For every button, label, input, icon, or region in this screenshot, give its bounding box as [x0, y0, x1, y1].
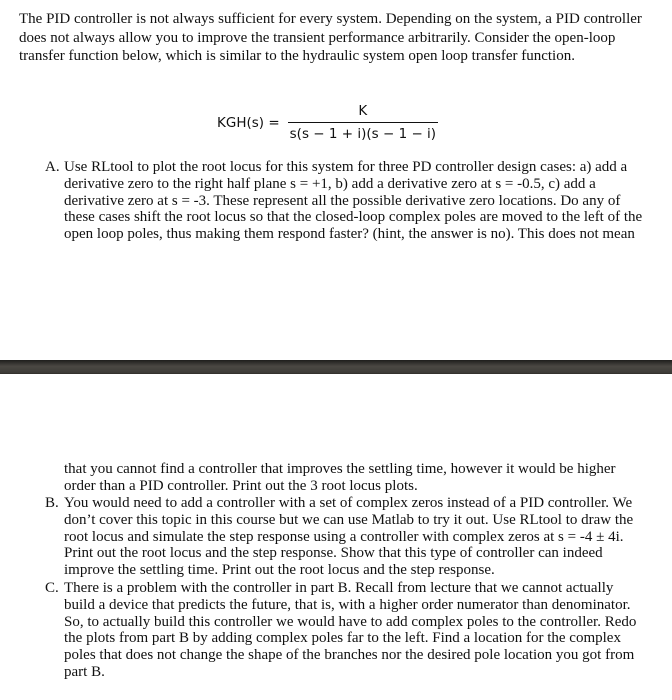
- transfer-function-equation: [217, 103, 438, 142]
- list-text: There is a problem with the controller in part B. Recall from lecture that we cannot actually build a device that predicts the future, that is, with a higher order numerator than denominator. So, to actually build this controller we would have to add complex poles to the controller. Redo the plots from part B by adding complex poles far to the left. Find a location for the complex poles that does not change the shape of the branches nor the desired pole location you got from part B.: [64, 580, 637, 680]
- equation-lhs: KGH(s) =: [217, 114, 280, 131]
- list-marker: A.: [45, 159, 60, 175]
- list-item-b: [45, 495, 645, 579]
- numerator: K: [358, 103, 368, 119]
- page-divider: [0, 360, 672, 374]
- list-item-a: [45, 159, 645, 243]
- list-marker: B.: [45, 495, 59, 511]
- denominator: s(s − 1 + i)(s − 1 − i): [288, 122, 438, 142]
- list-item-c: [45, 580, 645, 681]
- list-text: Use RLtool to plot the root locus for this system for three PD controller design cases: a) add a derivative zero to the right half plane s = +1, b) add a derivative zero at s = -0.5, c) add a derivative zero at s = -3. These represent all the possible derivative zero locations. Do any of these cases shift the root locus so that the closed-loop complex poles are moved to the left of the open loop poles, thus making them respond faster? (hint, the answer is no). This does not mean: [64, 159, 643, 243]
- list-marker: C.: [45, 580, 59, 596]
- list-item-a-continued: [45, 461, 645, 495]
- list-text: You would need to add a controller with a set of complex zeros instead of a PID controller. We don’t cover this topic in this course but we can use Matlab to try it out. Use RLtool to draw the root locus and simulate the step response using a controller with complex zeros at s = -4 ± 4i. Print out the root locus and the step response. Show that this type of controller can indeed improve the settling time. Print out the root locus and the step response.: [64, 495, 634, 579]
- list-text: that you cannot find a controller that improves the settling time, however it would be higher order than a PID controller. Print out the 3 root locus plots.: [64, 461, 616, 494]
- intro-paragraph: The PID controller is not always sufficient for every system. Depending on the system, a PID controller does not always allow you to improve the transient performance arbitrarily. Consider the open-loop transfer function below, which is similar to the hydraulic system open loop transfer function.: [19, 11, 642, 64]
- fraction: [288, 103, 438, 142]
